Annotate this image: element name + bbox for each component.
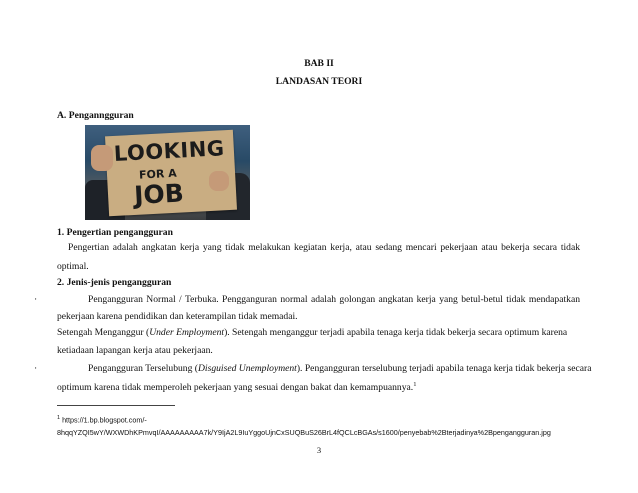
item-2-text-post: ). Setengah menganggur terjadi apabila tenaga kerja tidak bekerja secara optimum karena xyxy=(224,327,568,338)
item-1-line-1: Pengangguran Normal / Terbuka. Pengganguran normal adalah golongan angkatan kerja yang betul-betul tidak mendapatkan xyxy=(88,294,580,305)
item-2-text-pre: Setengah Menganggur ( xyxy=(57,327,150,338)
person-right-hand xyxy=(209,171,229,191)
sign-text-job: JOB xyxy=(133,178,185,210)
section-1-line-1: Pengertian adalah angkatan kerja yang tidak melakukan kegiatan kerja, atau sedang mencari pekerjaan atau bekerja secara tidak xyxy=(68,242,580,253)
chapter-label: BAB II xyxy=(304,58,334,69)
item-2-line-1 xyxy=(57,327,580,339)
sign-text-for-a: FOR A xyxy=(138,166,178,182)
footnote-url-part-2[interactable]: 8hqqYZQI5wY/WXWDhKPmvqI/AAAAAAAAA7k/Y9IjA2L9IuYggoUjnCxSUQBuS26BrL4fQCLcBGAs/s1600/penyebab%2Bterjadinya%2Bpengangguran.jpg xyxy=(57,428,551,437)
footnote-divider xyxy=(57,405,175,406)
item-3-text: optimum karena tidak memperoleh pekerjaan yang sesuai dengan bakat dan kemampuannya. xyxy=(57,382,414,393)
looking-for-job-image xyxy=(85,125,250,220)
footnote-line-1 xyxy=(57,414,147,424)
bullet-3: · xyxy=(34,363,38,374)
item-1-line-2: pekerjaan karena pendidikan dan keterampilan tidak memadai. xyxy=(57,311,298,322)
section-1-line-2: optimal. xyxy=(57,261,89,272)
footnote-reference: 1 xyxy=(413,381,417,388)
item-3-line-1 xyxy=(88,363,592,375)
item-3-term: Disguised Unemployment xyxy=(198,363,297,374)
chapter-title: LANDASAN TEORI xyxy=(275,76,363,87)
page-number: 3 xyxy=(316,445,322,455)
footnote-url-part-1[interactable]: https://1.bp.blogspot.com/- xyxy=(62,415,147,425)
item-2-line-2: ketiadaan lapangan kerja atau pekerjaan. xyxy=(57,345,213,356)
footnote-number: 1 xyxy=(57,415,61,421)
item-3-text-post: ). Pengangguran terselubung terjadi apabila tenaga kerja tidak bekerja secara xyxy=(296,363,592,374)
sign-text-looking: LOOKING xyxy=(113,136,226,166)
person-left-hand xyxy=(91,145,113,171)
section-2-heading: 2. Jenis-jenis pengangguran xyxy=(57,277,172,288)
bullet-1: · xyxy=(34,294,38,305)
item-3-line-2 xyxy=(57,379,416,394)
item-3-text-pre: Pengangguran Terselubung ( xyxy=(88,363,198,374)
section-1-heading: 1. Pengertian pengangguran xyxy=(57,227,173,238)
item-2-term: Under Employment xyxy=(149,327,225,338)
section-a-heading: A. Penganngguran xyxy=(57,110,134,121)
